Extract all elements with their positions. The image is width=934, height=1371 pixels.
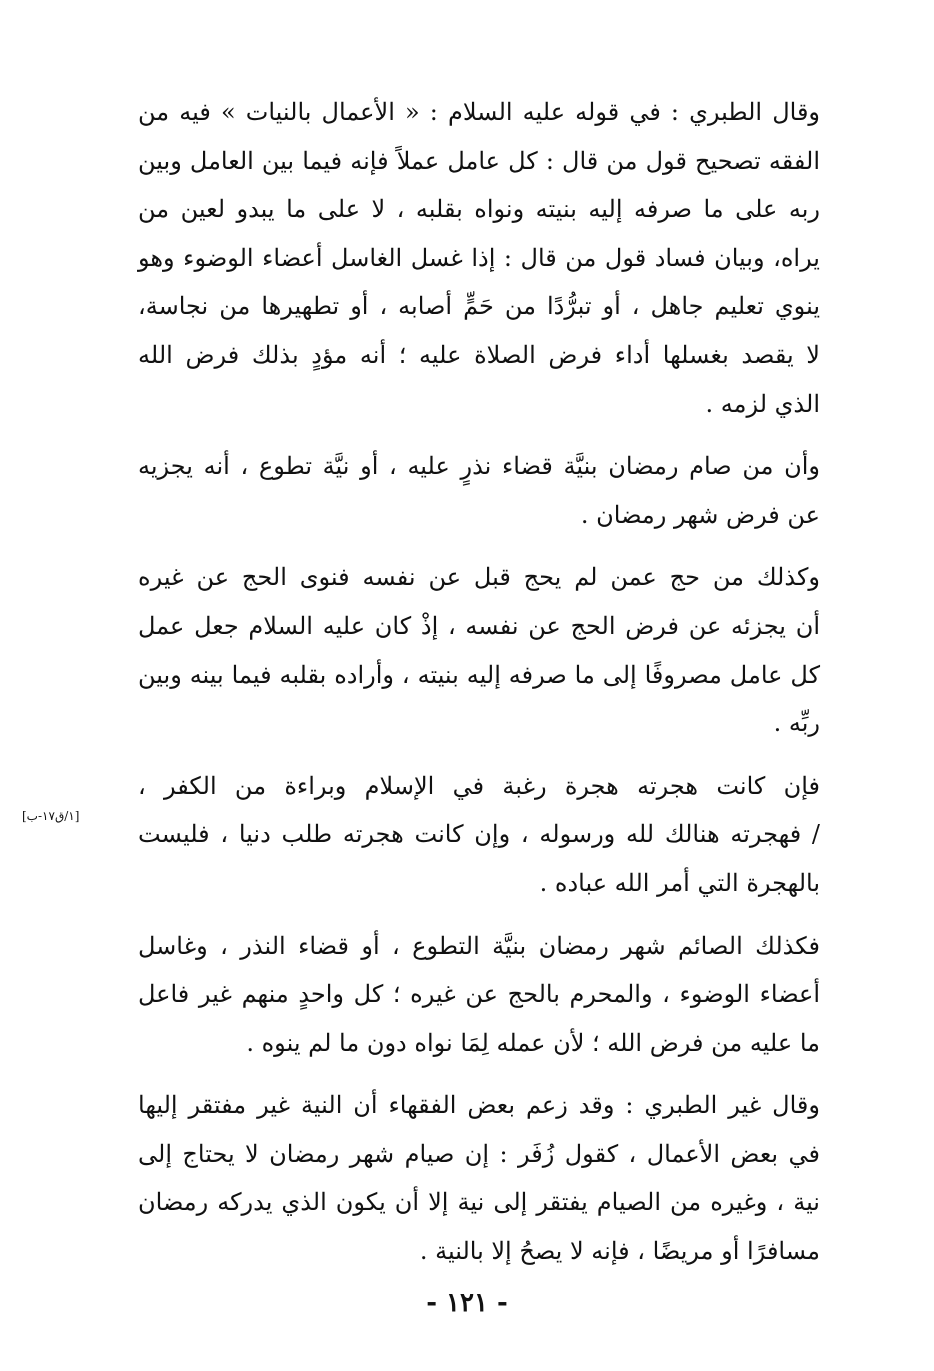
text-line: كل عامل مصروفًا إلى ما صرفه إليه بنيته ، وأراده بقلبه فيما بينه وبين — [138, 660, 820, 689]
paragraph-5 — [138, 922, 820, 1068]
text-line: وقال غير الطبري : وقد زعم بعض الفقهاء أن النية غير مفتقر إليها — [138, 1091, 820, 1120]
manuscript-folio-note: [١/ق١٧-ب] — [22, 809, 80, 823]
text-line: فكذلك الصائم شهر رمضان بنيَّة التطوع ، أو قضاء النذر ، وغاسل — [138, 931, 820, 960]
page-number: - ١٢١ - — [426, 1288, 508, 1318]
paragraph-6 — [138, 1081, 820, 1275]
text-line: بالهجرة التي أمر الله عباده . — [539, 868, 820, 897]
text-line: عن فرض شهر رمضان . — [580, 500, 820, 529]
paragraph-4 — [138, 762, 820, 908]
text-line: أن يجزئه عن فرض الحج عن نفسه ، إذْ كان عليه السلام جعل عمل — [138, 611, 820, 640]
text-line: وأن من صام رمضان بنيَّة قضاء نذرٍ عليه ، أو نيَّة تطوع ، أنه يجزيه — [138, 452, 821, 481]
text-line: ينوي تعليم جاهل ، أو تبرُّدًا من حَمٍّ أصابه ، أو تطهيرها من نجاسة، — [138, 292, 820, 321]
paragraph-1 — [138, 88, 820, 428]
body-text — [138, 88, 820, 1290]
text-line: الفقه تصحيح قول من قال : كل عامل عملاً فإنه فيما بين العامل وبين — [138, 146, 820, 175]
text-line: الذي لزمه . — [705, 389, 820, 418]
text-line: ما عليه من فرض الله ؛ لأن عمله لِمَا نواه دون ما لم ينوه . — [246, 1028, 820, 1057]
text-line: وقال الطبري : في قوله عليه السلام : « الأعمال بالنيات » فيه من — [138, 98, 821, 126]
text-line: ربه على ما صرفه إليه بنيته ونواه بقلبه ، لا على ما يبدو لعين من — [138, 195, 820, 224]
text-line: مسافرًا أو مريضًا ، فإنه لا يصحُ إلا بالنية . — [419, 1237, 820, 1266]
text-line: ربِّه . — [773, 709, 820, 738]
text-line: أعضاء الوضوء ، والمحرم بالحج عن غيره ؛ كل واحدٍ منهم غير فاعل — [138, 980, 820, 1009]
text-line: وكذلك من حج عمن لم يحج قبل عن نفسه فنوى الحج عن غيره — [138, 563, 820, 592]
paragraph-3 — [138, 553, 820, 747]
text-line: لا يقصد بغسلها أداء فرض الصلاة عليه ؛ أنه مؤدٍ بذلك فرض الله — [138, 340, 820, 369]
paragraph-2 — [138, 442, 820, 539]
text-line: نية ، وغيره من الصيام يفتقر إلى نية إلا أن يكون الذي يدركه رمضان — [138, 1188, 820, 1217]
text-line: يراه، وبيان فساد قول من قال : إذا غسل الغاسل أعضاء الوضوء وهو — [138, 243, 820, 272]
text-line: في بعض الأعمال ، كقول زُفَر : إن صيام شهر رمضان لا يحتاج إلى — [138, 1139, 820, 1168]
text-line: / فهجرته هنالك لله ورسوله ، وإن كانت هجرته طلب دنيا ، فليست — [138, 820, 820, 849]
text-line: فإن كانت هجرته هجرة رغبة في الإسلام وبراءة من الكفر ، — [138, 771, 820, 800]
